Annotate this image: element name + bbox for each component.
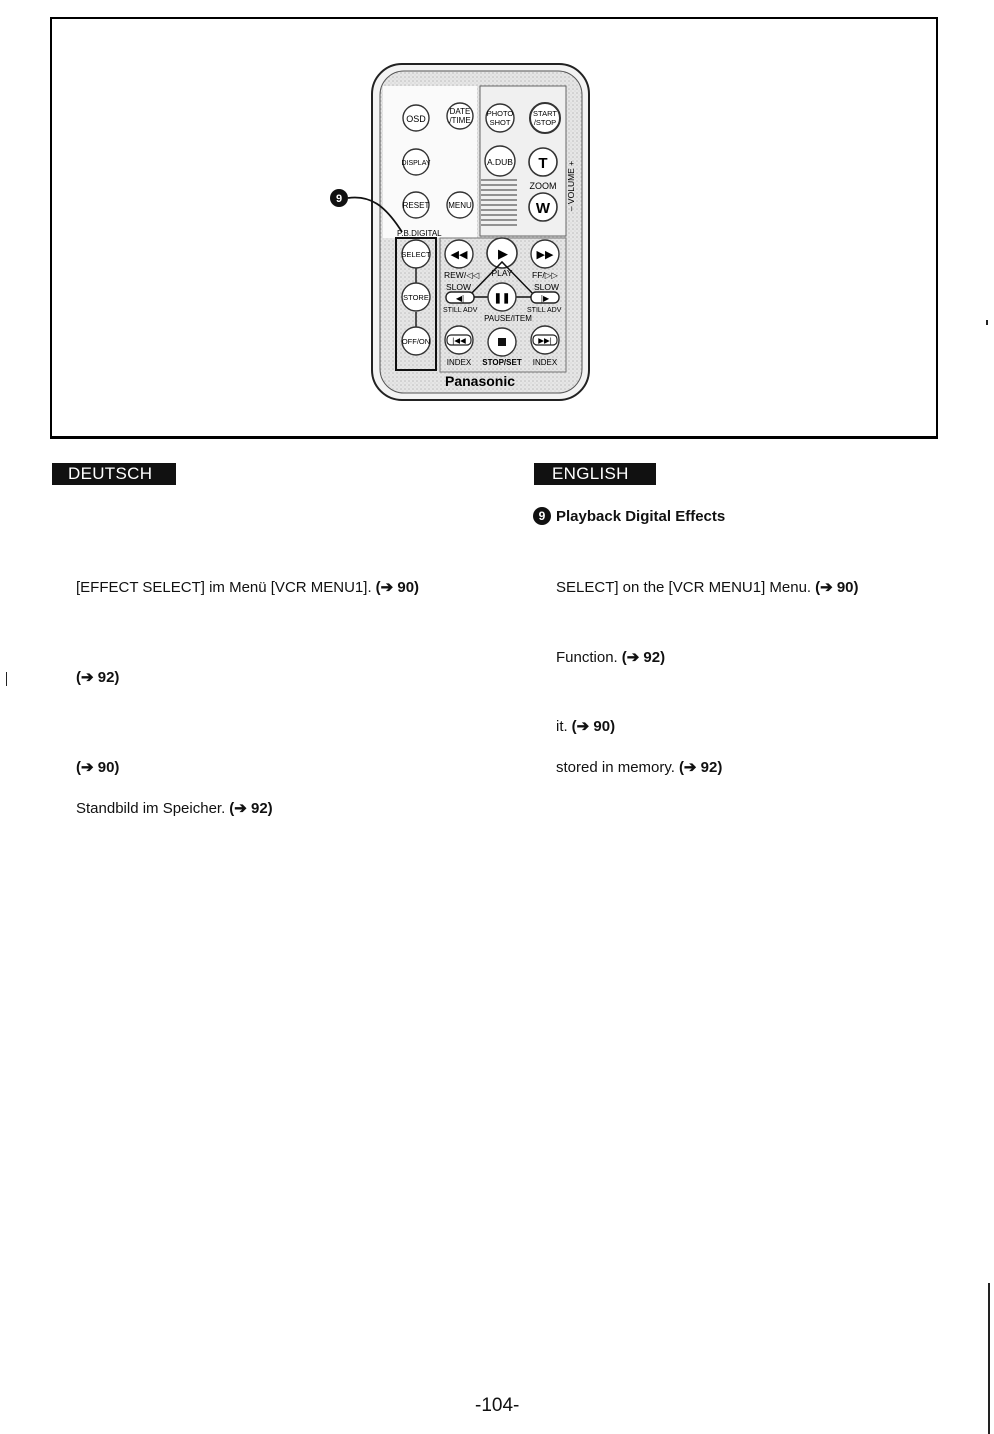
remote-control-illustration xyxy=(0,0,994,440)
slow-left-label: SLOW xyxy=(446,282,472,292)
svg-text:MENU: MENU xyxy=(448,201,472,210)
svg-text:PHOTO: PHOTO xyxy=(486,109,514,118)
index-right-label: INDEX xyxy=(532,358,558,367)
stop-button[interactable] xyxy=(488,328,516,356)
english-section-heading xyxy=(533,507,725,525)
svg-text:SHOT: SHOT xyxy=(489,118,511,127)
rew-button[interactable] xyxy=(445,240,473,268)
zoom-tele-button[interactable] xyxy=(529,148,557,176)
english-line-2-text: Function. xyxy=(556,649,618,666)
svg-text:STORE: STORE xyxy=(403,293,429,302)
svg-text:9: 9 xyxy=(335,193,343,205)
play-button[interactable] xyxy=(487,238,517,268)
svg-text:OFF/ON: OFF/ON xyxy=(401,337,431,346)
english-line-4-text: stored in memory. xyxy=(556,759,675,776)
rew-label: REW/◁◁ xyxy=(444,270,480,280)
svg-text:RESET: RESET xyxy=(402,201,430,210)
deutsch-line-4-text: Standbild im Speicher. xyxy=(76,800,226,817)
select-button[interactable] xyxy=(401,240,431,268)
still-adv-right-label: STILL ADV xyxy=(527,307,562,314)
brand-logo: Panasonic xyxy=(444,373,516,389)
deutsch-line-1 xyxy=(76,578,419,596)
slow-reverse-button[interactable] xyxy=(446,292,474,303)
page-number: -104- xyxy=(475,1395,520,1416)
svg-text:OSD: OSD xyxy=(406,114,426,124)
still-adv-left-label: STILL ADV xyxy=(443,307,478,314)
store-button[interactable] xyxy=(402,283,430,311)
svg-text:DATE: DATE xyxy=(449,107,471,116)
svg-text:▶▶|: ▶▶| xyxy=(538,336,552,345)
english-line-4 xyxy=(556,758,722,776)
english-line-2 xyxy=(556,648,665,666)
deutsch-line-2 xyxy=(72,668,119,686)
deutsch-line-4 xyxy=(76,799,273,817)
index-back-button[interactable] xyxy=(445,326,473,354)
svg-text:DISPLAY: DISPLAY xyxy=(401,160,431,167)
off-on-button[interactable] xyxy=(402,327,430,355)
start-stop-button[interactable] xyxy=(530,103,560,133)
stop-set-label: STOP/SET xyxy=(482,358,522,367)
svg-text:▶▶: ▶▶ xyxy=(536,249,554,261)
zoom-label: ZOOM xyxy=(529,181,557,191)
slow-forward-button[interactable] xyxy=(531,292,559,303)
svg-text:A.DUB: A.DUB xyxy=(487,157,513,167)
english-line-1-text: SELECT] on the [VCR MENU1] Menu. xyxy=(556,579,812,596)
ff-button[interactable] xyxy=(531,240,559,268)
english-line-4-ref: (➔ 92) xyxy=(678,759,723,776)
pb-digital-label: P.B.DIGITAL xyxy=(397,229,442,238)
english-line-1-ref: (➔ 90) xyxy=(815,579,859,596)
svg-text:❚❚: ❚❚ xyxy=(493,293,511,304)
svg-text:SELECT: SELECT xyxy=(401,250,431,259)
english-section-badge: ENGLISH xyxy=(534,463,656,485)
margin-mark-left xyxy=(6,672,7,686)
deutsch-section-badge: DEUTSCH xyxy=(52,463,176,485)
volume-label: – VOLUME + xyxy=(566,160,576,212)
deutsch-line-2-ref: (➔ 92) xyxy=(76,669,120,686)
pause-item-label: PAUSE/ITEM xyxy=(484,314,532,323)
svg-text:◀◀: ◀◀ xyxy=(450,249,468,261)
svg-text:/STOP: /STOP xyxy=(533,118,557,127)
svg-text:▶: ▶ xyxy=(498,246,508,261)
svg-text:START: START xyxy=(533,109,557,118)
reset-button[interactable] xyxy=(403,192,430,218)
english-line-2-ref: (➔ 92) xyxy=(621,649,666,666)
heading-number-badge: 9 xyxy=(533,507,551,525)
svg-text:T: T xyxy=(538,155,548,172)
svg-text:◀|: ◀| xyxy=(455,294,465,303)
svg-text:/TIME: /TIME xyxy=(449,116,471,125)
pause-button[interactable] xyxy=(488,283,516,311)
english-heading-text: Playback Digital Effects xyxy=(556,507,726,525)
english-line-3-ref: (➔ 90) xyxy=(571,718,616,735)
english-line-1 xyxy=(556,578,859,596)
svg-text:W: W xyxy=(535,200,551,217)
deutsch-line-4-ref: (➔ 92) xyxy=(229,800,273,817)
ff-label: FF/▷▷ xyxy=(532,270,558,280)
margin-mark-right-bottom xyxy=(988,1283,990,1434)
deutsch-line-1-ref: (➔ 90) xyxy=(375,579,420,596)
deutsch-line-3-ref: (➔ 90) xyxy=(76,759,120,776)
osd-button[interactable] xyxy=(403,105,429,131)
deutsch-line-3 xyxy=(72,758,119,776)
index-left-label: INDEX xyxy=(446,358,472,367)
margin-mark-right-top xyxy=(986,320,988,325)
index-forward-button[interactable] xyxy=(531,326,559,354)
english-line-3 xyxy=(556,717,615,735)
svg-text:|◀◀: |◀◀ xyxy=(452,336,466,345)
menu-button[interactable] xyxy=(447,192,473,218)
play-label: PLAY xyxy=(491,268,513,278)
date-time-button[interactable] xyxy=(447,103,473,129)
deutsch-line-1-text: [EFFECT SELECT] im Menü [VCR MENU1]. xyxy=(76,579,372,596)
svg-text:|▶: |▶ xyxy=(540,294,550,303)
a-dub-button[interactable] xyxy=(485,146,515,176)
zoom-wide-button[interactable] xyxy=(529,193,557,221)
slow-right-label: SLOW xyxy=(534,282,560,292)
photo-shot-button[interactable] xyxy=(486,104,514,132)
english-line-3-text: it. xyxy=(556,718,568,735)
